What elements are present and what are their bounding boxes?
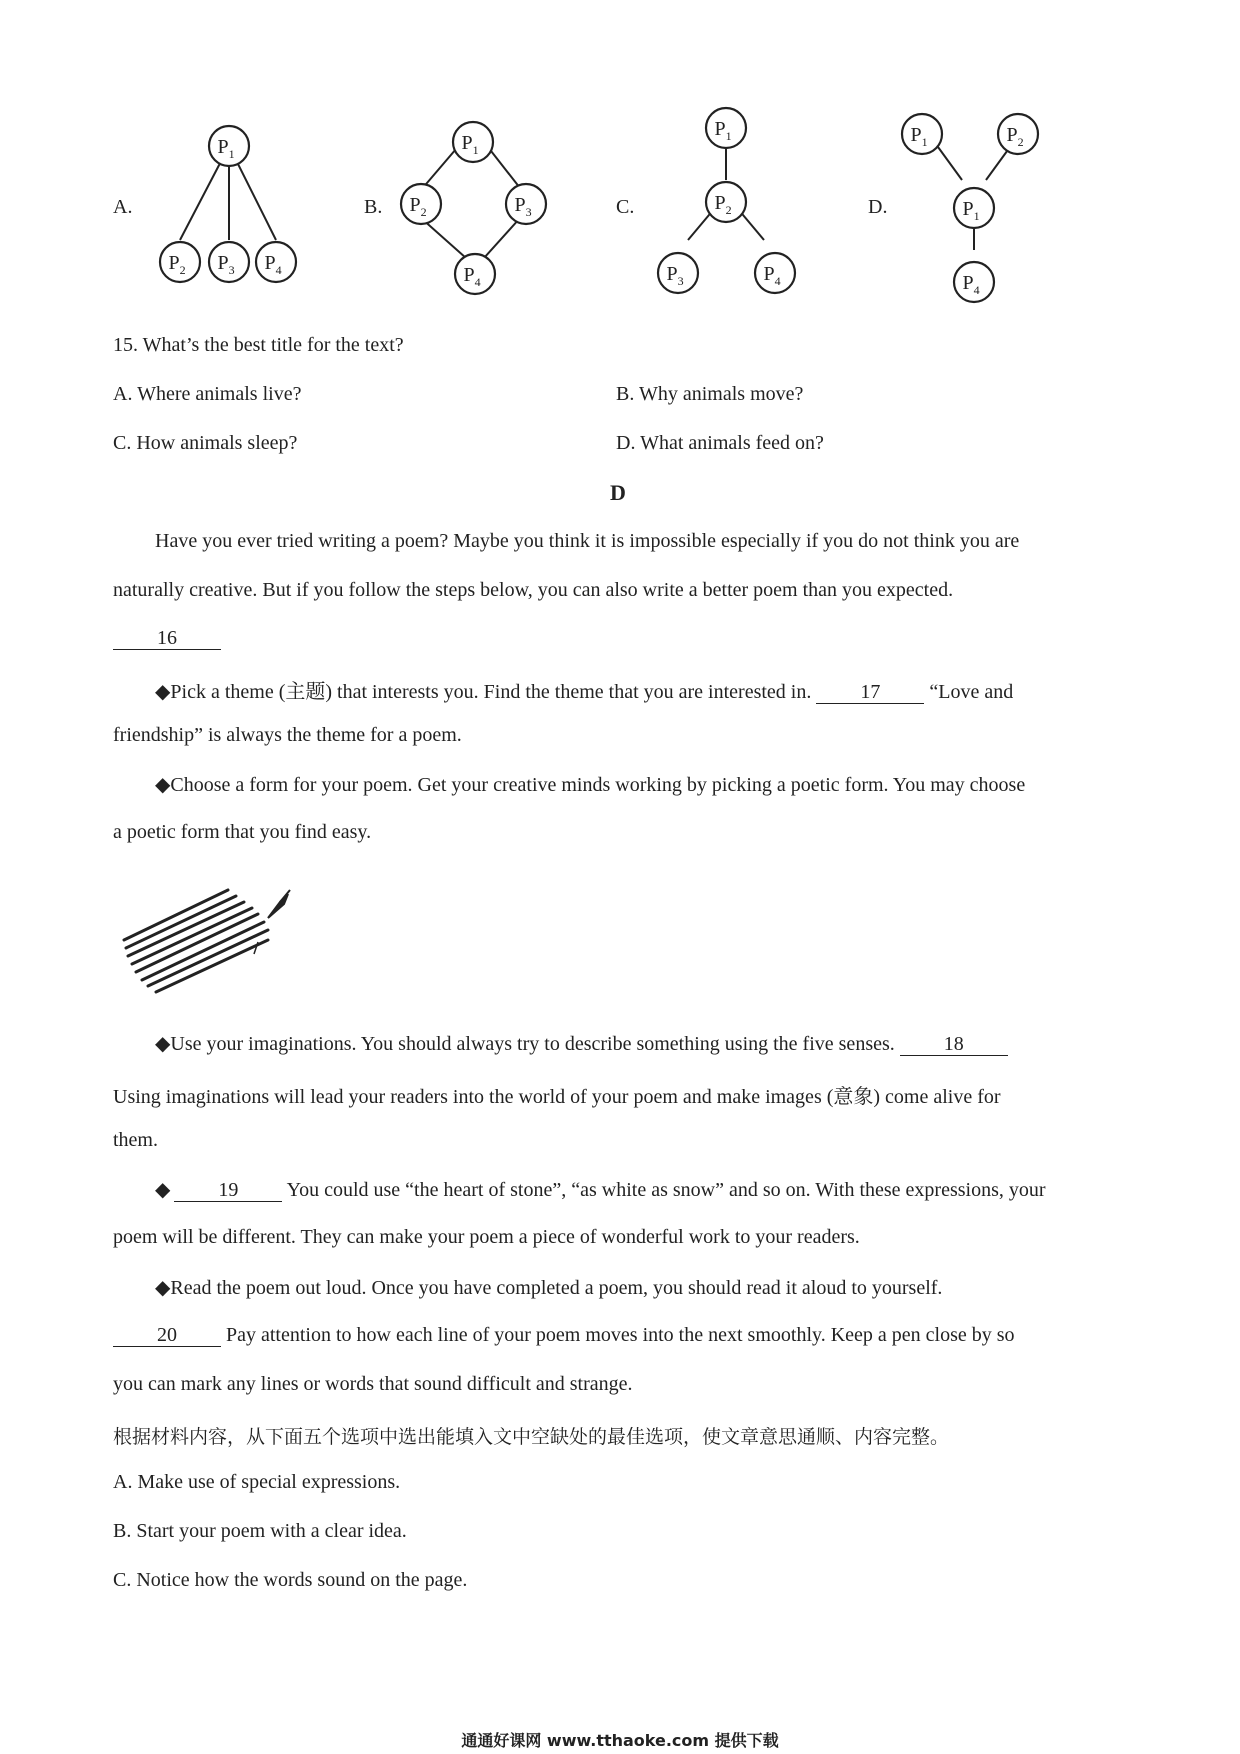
node-label: P — [910, 124, 922, 146]
bullet: ◆ — [155, 774, 171, 796]
node-label: P — [666, 263, 678, 285]
step-3-line-3: them. — [113, 1129, 158, 1151]
node-sub: 4 — [774, 274, 781, 288]
node-sub: 1 — [725, 129, 732, 143]
blank-19[interactable]: 19 — [174, 1179, 282, 1202]
bullet: ◆ — [155, 1277, 171, 1299]
step-5-text-cont: Pay attention to how each line of your poem moves into the next smoothly. Keep a pen close by so — [221, 1324, 1015, 1346]
node-label: P — [409, 194, 421, 216]
blank-16-line — [113, 627, 221, 650]
step-4-line-2: poem will be different. They can make your poem a piece of wonderful work to your readers. — [113, 1226, 860, 1248]
blank-20[interactable]: 20 — [113, 1324, 221, 1347]
node-label: P — [714, 118, 726, 140]
section-heading: D — [610, 480, 626, 505]
node-label: P — [264, 252, 276, 274]
intro-line-1: Have you ever tried writing a poem? Maybe you think it is impossible especially if you do not think you are — [155, 530, 1020, 552]
node-label: P — [962, 198, 974, 220]
structure-diagrams — [0, 90, 1240, 310]
step-1-text-cont: “Love and — [924, 681, 1014, 703]
choice-a: A. Make use of special expressions. — [113, 1471, 401, 1493]
node-sub: 3 — [228, 263, 235, 277]
node-sub: 2 — [1017, 135, 1024, 149]
instructions: 根据材料内容，从下面五个选项中选出能填入文中空缺处的最佳选项，使文章意思通顺、内容完整。 — [113, 1426, 950, 1448]
node-label: P — [714, 192, 726, 214]
node-label: P — [217, 136, 229, 158]
option-a-label: A. — [113, 196, 133, 218]
node-label: P — [962, 272, 974, 294]
node-sub: 2 — [420, 205, 427, 219]
step-5-line-3: you can mark any lines or words that sound difficult and strange. — [113, 1373, 633, 1395]
node-label: P — [217, 252, 229, 274]
footer: 通通好课网 www.tthaoke.com 提供下载 — [461, 1731, 779, 1750]
step-4-line-1 — [155, 1177, 1046, 1202]
blank-18[interactable]: 18 — [900, 1033, 1008, 1056]
writing-illustration — [118, 880, 308, 1000]
node-sub: 2 — [179, 263, 186, 277]
option-c-label: C. — [616, 196, 635, 218]
step-5-text: Read the poem out loud. Once you have completed a poem, you should read it aloud to yourself. — [170, 1277, 943, 1299]
node-label: P — [168, 252, 180, 274]
node-label: P — [461, 132, 473, 154]
node-sub: 1 — [973, 209, 980, 223]
node-sub: 3 — [677, 274, 684, 288]
node-sub: 4 — [474, 275, 481, 289]
option-d-label: D. — [868, 196, 888, 218]
step-3-line-2: Using imaginations will lead your readers into the world of your poem and make images (意象) come alive for — [113, 1086, 1001, 1108]
bullet: ◆ — [155, 681, 171, 703]
question-15: 15. What’s the best title for the text? — [113, 334, 404, 356]
node-sub: 1 — [228, 147, 235, 161]
step-3-text: Use your imaginations. You should always try to describe something using the five senses. — [170, 1033, 900, 1055]
step-2-line-1 — [155, 772, 1025, 797]
node-label: P — [514, 194, 526, 216]
choice-b: B. Start your poem with a clear idea. — [113, 1520, 407, 1542]
bullet: ◆ — [155, 1033, 171, 1055]
blank-17[interactable]: 17 — [816, 681, 924, 704]
step-4-text: You could use “the heart of stone”, “as white as snow” and so on. With these expressions, your — [282, 1179, 1046, 1201]
node-label: P — [1006, 124, 1018, 146]
node-label: P — [763, 263, 775, 285]
intro-line-2: naturally creative. But if you follow the steps below, you can also write a better poem than you expected. — [113, 579, 954, 601]
q15-option-a: A. Where animals live? — [113, 383, 302, 405]
q15-option-c: C. How animals sleep? — [113, 432, 298, 454]
bullet: ◆ — [155, 1179, 171, 1201]
step-3-line-1 — [155, 1031, 1008, 1056]
step-1-line-1 — [155, 675, 1013, 704]
choice-c: C. Notice how the words sound on the page. — [113, 1569, 468, 1591]
option-b-label: B. — [364, 196, 383, 218]
node-sub: 1 — [921, 135, 928, 149]
step-1-line-2: friendship” is always the theme for a poem. — [113, 724, 462, 746]
node-sub: 2 — [725, 203, 732, 217]
node-sub: 4 — [275, 263, 282, 277]
node-sub: 3 — [525, 205, 532, 219]
step-5-line-1 — [155, 1275, 942, 1300]
q15-option-b: B. Why animals move? — [616, 383, 804, 405]
step-1-text: Pick a theme (主题) that interests you. Find the theme that you are interested in. — [170, 681, 817, 703]
step-2-text: Choose a form for your poem. Get your creative minds working by picking a poetic form. You may choose — [170, 774, 1026, 796]
q15-option-d: D. What animals feed on? — [616, 432, 824, 454]
step-5-line-2 — [113, 1324, 1015, 1347]
step-2-line-2: a poetic form that you find easy. — [113, 821, 372, 843]
node-label: P — [463, 264, 475, 286]
node-sub: 1 — [472, 143, 479, 157]
blank-16[interactable]: 16 — [113, 627, 221, 650]
node-sub: 4 — [973, 283, 980, 297]
